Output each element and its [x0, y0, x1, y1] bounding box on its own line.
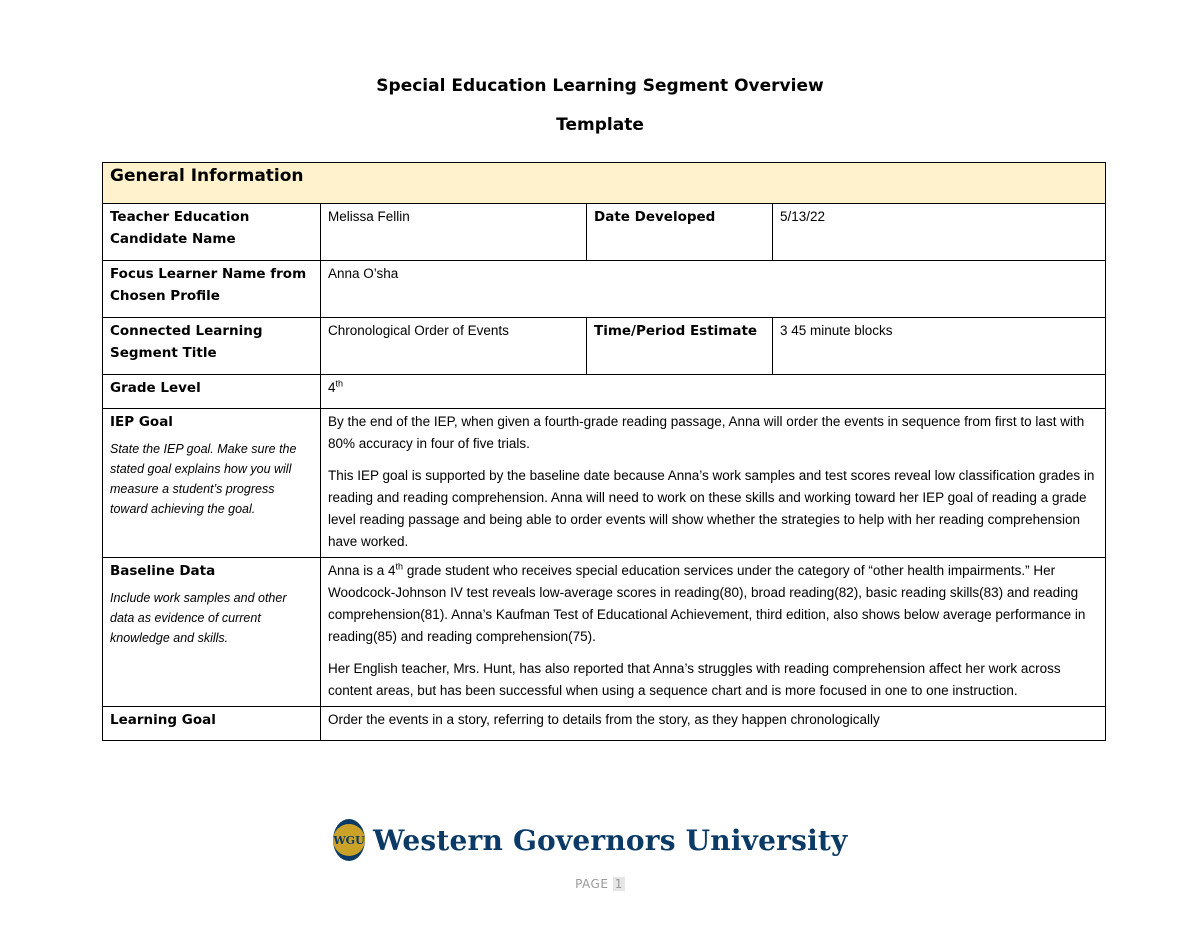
section-header: General Information: [103, 163, 1106, 204]
segment-title-label: Connected Learning Segment Title: [103, 318, 321, 375]
learning-goal-label: Learning Goal: [103, 707, 321, 741]
learning-goal-value: Order the events in a story, referring to details from the story, as they happen chronologically: [321, 707, 1106, 741]
wgu-logo: [333, 818, 848, 862]
page-number-value: 1: [614, 877, 623, 891]
baseline-data-note: Include work samples and other data as evidence of current knowledge and skills.: [110, 591, 287, 645]
time-estimate-label: Time/Period Estimate: [587, 318, 773, 375]
teacher-name-value: Melissa Fellin: [321, 204, 587, 261]
baseline-data-label-cell: [103, 558, 321, 707]
baseline-data-value-cell: [321, 558, 1106, 707]
grade-level-value: [321, 375, 1106, 409]
wgu-seal-icon: WGU: [333, 819, 365, 861]
baseline-paragraph-2: Her English teacher, Mrs. Hunt, has also reported that Anna’s struggles with reading comprehension affect her work across content areas, but has been successful when using a sequence chart and is more focused in one to one instruction.: [328, 661, 1061, 698]
baseline-paragraph-1: Anna is a 4th grade student who receives special education services under the category of “other health impairments.” Her Woodcock-Johnson IV test reveals low-average scores in reading(80), broad reading(82), basic reading skills(83) and reading comprehension(81). Anna’s Kaufman Test of Educational Achievement, third edition, also shows below average performance in reading(85) and reading comprehension(75).: [328, 561, 1086, 644]
iep-goal-value-cell: [321, 409, 1106, 558]
date-developed-label: Date Developed: [587, 204, 773, 261]
grade-number: 4: [328, 380, 336, 395]
document-title: Special Education Learning Segment Overview: [376, 76, 824, 96]
segment-title-value: Chronological Order of Events: [321, 318, 587, 375]
page-label: PAGE: [575, 877, 609, 891]
baseline-data-label: Baseline Data: [110, 563, 216, 579]
grade-level-label: Grade Level: [103, 375, 321, 409]
document-subtitle: Template: [556, 115, 644, 135]
time-estimate-value: 3 45 minute blocks: [773, 318, 1106, 375]
focus-learner-value: Anna O’sha: [321, 261, 1106, 318]
general-information-table: [102, 162, 1106, 741]
iep-goal-label: IEP Goal: [110, 414, 173, 430]
iep-goal-paragraph-2: This IEP goal is supported by the baseline date because Anna’s work samples and test scores reveal low classification grades in reading and reading comprehension. Anna will need to work on these skills and working toward her IEP goal of reading a grade level reading passage and being able to order events will show whether the strategies to help with her reading comprehension have worked.: [328, 468, 1095, 549]
page-number: [0, 877, 1200, 891]
iep-goal-paragraph-1: By the end of the IEP, when given a fourth-grade reading passage, Anna will order the events in sequence from first to last with 80% accuracy in four of five trials.: [328, 414, 1085, 451]
teacher-name-label: Teacher Education Candidate Name: [103, 204, 321, 261]
wgu-wordmark: Western Governors University: [373, 823, 848, 857]
iep-goal-label-cell: [103, 409, 321, 558]
grade-suffix: th: [335, 378, 344, 389]
date-developed-value: 5/13/22: [773, 204, 1106, 261]
iep-goal-note: State the IEP goal. Make sure the stated goal explains how you will measure a student’s progress toward achieving the goal.: [110, 442, 297, 516]
focus-learner-label: Focus Learner Name from Chosen Profile: [103, 261, 321, 318]
